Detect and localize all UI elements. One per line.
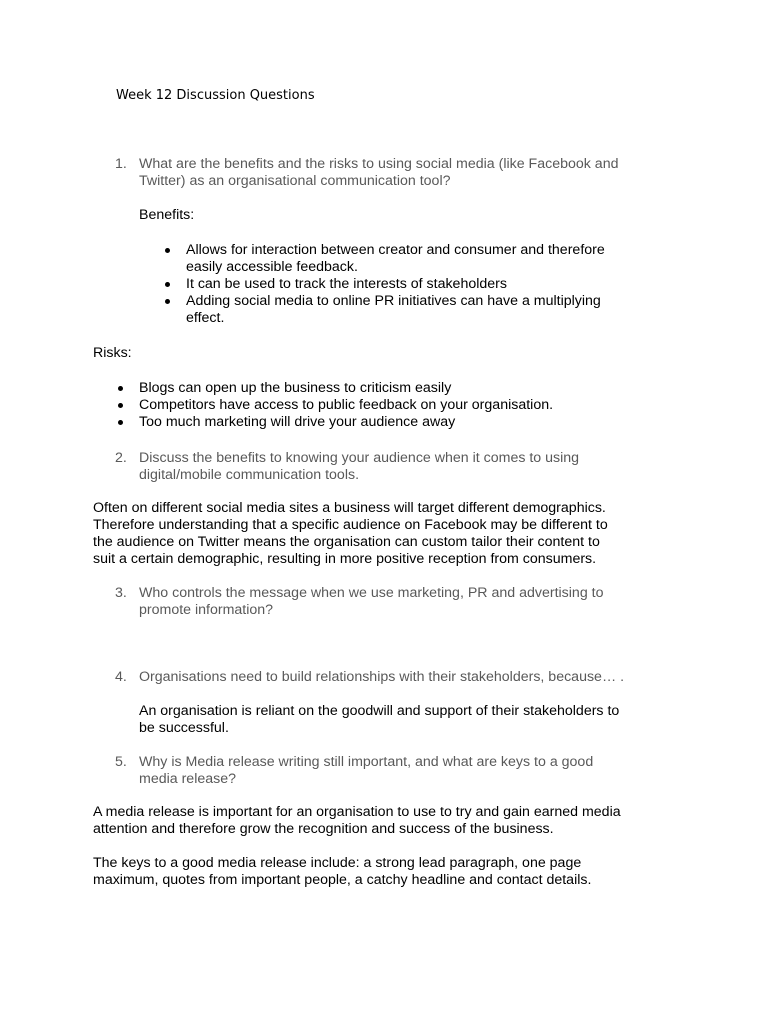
question-4-number: 4. (115, 669, 127, 685)
benefits-heading: Benefits: (139, 207, 195, 223)
question-4-line: Organisations need to build relationships with their stakeholders, because… . (139, 669, 625, 685)
risk-text: Too much marketing will drive your audience away (139, 414, 456, 430)
answer-2-line: Therefore understanding that a specific audience on Facebook may be different to (93, 517, 608, 533)
answer-5-line: attention and therefore grow the recognition and success of the business. (93, 821, 554, 837)
question-5 (115, 754, 594, 788)
risk-item (139, 414, 553, 431)
question-3-line: Who controls the message when we use marketing, PR and advertising to (139, 585, 604, 601)
benefit-text: It can be used to track the interests of stakeholders (186, 276, 507, 292)
question-5-line: media release? (139, 771, 237, 787)
question-2-number: 2. (115, 450, 127, 466)
bullet-icon (118, 403, 123, 408)
risk-text: Competitors have access to public feedback on your organisation. (139, 397, 554, 413)
answer-4 (139, 703, 619, 737)
question-2-line: Discuss the benefits to knowing your audience when it comes to using (139, 450, 580, 466)
question-1 (115, 156, 619, 190)
bullet-icon (165, 282, 170, 287)
answer-2 (93, 500, 608, 568)
question-3 (115, 585, 604, 619)
question-3-number: 3. (115, 585, 127, 601)
risk-item (139, 397, 553, 414)
question-1-line: Twitter) as an organisational communication tool? (139, 173, 451, 189)
benefit-text: Adding social media to online PR initiatives can have a multiplying (186, 293, 601, 309)
answer-5-line: The keys to a good media release include: a strong lead paragraph, one page (93, 855, 582, 871)
question-3-line: promote information? (139, 602, 274, 618)
bullet-icon (165, 299, 170, 304)
question-2 (115, 450, 580, 484)
answer-4-line: be successful. (139, 720, 229, 736)
benefit-text: effect. (186, 310, 225, 326)
benefit-item (186, 293, 605, 327)
question-2-line: digital/mobile communication tools. (139, 467, 360, 483)
answer-5-paragraph-2 (93, 855, 591, 889)
benefit-text: Allows for interaction between creator and consumer and therefore (186, 242, 605, 258)
question-1-line: What are the benefits and the risks to using social media (like Facebook and (139, 156, 619, 172)
risk-item (139, 380, 553, 397)
question-5-number: 5. (115, 754, 127, 770)
benefit-text: easily accessible feedback. (186, 259, 358, 275)
risks-list (139, 380, 553, 431)
question-5-line: Why is Media release writing still important, and what are keys to a good (139, 754, 594, 770)
answer-2-line: Often on different social media sites a business will target different demographics. (93, 500, 606, 516)
risks-heading: Risks: (93, 345, 132, 361)
benefit-item (186, 242, 605, 276)
bullet-icon (165, 248, 170, 253)
bullet-icon (118, 386, 123, 391)
question-1-number: 1. (115, 156, 127, 172)
benefit-item (186, 276, 605, 293)
answer-5-paragraph-1 (93, 804, 621, 838)
answer-5-line: maximum, quotes from important people, a catchy headline and contact details. (93, 872, 592, 888)
answer-4-line: An organisation is reliant on the goodwill and support of their stakeholders to (139, 703, 620, 719)
answer-2-line: suit a certain demographic, resulting in more positive reception from consumers. (93, 551, 597, 567)
document-title: Week 12 Discussion Questions (116, 88, 315, 103)
risk-text: Blogs can open up the business to criticism easily (139, 380, 452, 396)
bullet-icon (118, 420, 123, 425)
answer-5-line: A media release is important for an organisation to use to try and gain earned media (93, 804, 621, 820)
question-4 (115, 669, 625, 686)
benefits-list (186, 242, 605, 327)
answer-2-line: the audience on Twitter means the organisation can custom tailor their content to (93, 534, 600, 550)
